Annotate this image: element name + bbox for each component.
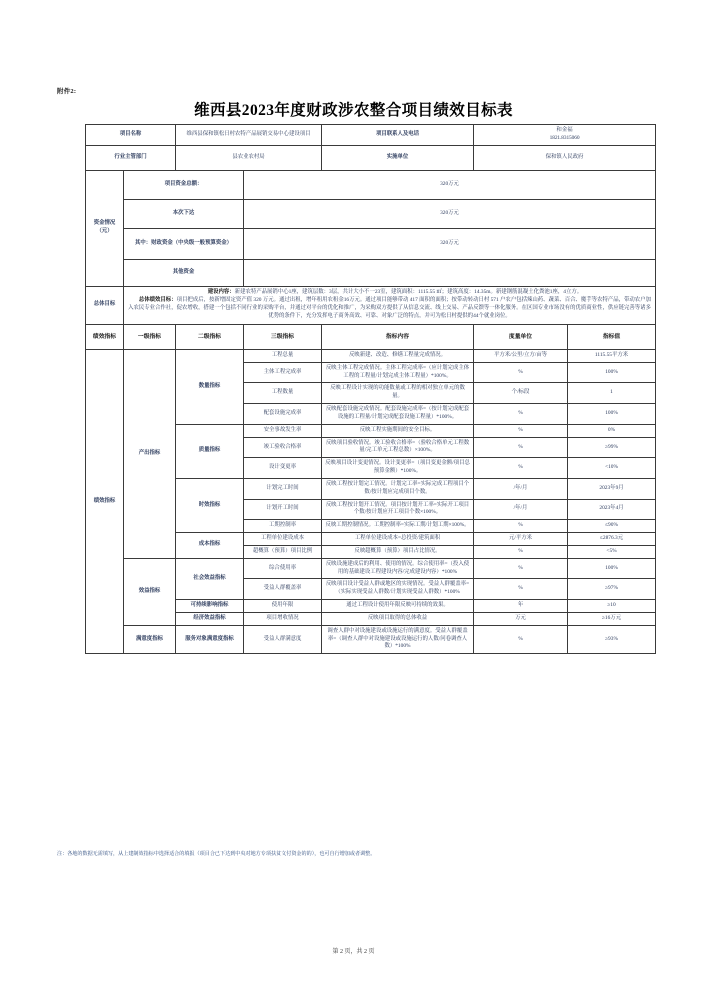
indicator-content: 反映配套设施完成情况。配套设施完成率=（按计划完成配套设施的工程量/计划完成配套设施工程量）*100%。 [322,404,474,425]
project-name-label: 项目名称 [86,125,176,146]
indicator-value: ≥93% [568,625,656,653]
indicator-unit: % [474,545,568,558]
indicator-tier3: 竣工验收合格率 [244,437,322,458]
indicator-row [86,349,656,362]
table-row-project-name [86,125,656,146]
project-name-value: 维西县保和镇松日村农特产品展销交易中心建设项目 [176,125,322,146]
table-row-overview [86,286,656,324]
indicator-content: 反映超概算（预算）项目占比情况。 [322,545,474,558]
indicator-content: 反映工程按计划完工情况。计划完工率=实际完成工程项目个数/按计划应完成项目个数。 [322,478,474,499]
indicator-content: 反映项目设计变更情况。设计变更率=（项目变更金额/项目总预算金额）*100%。 [322,458,474,479]
indicator-value: 100% [568,362,656,383]
funding-section-label: 资金情况（元） [86,170,124,286]
indicator-value: 2023年9月 [568,478,656,499]
indicator-unit: % [474,579,568,600]
indicator-tier3: 工程总量 [244,349,322,362]
table-row-funding-total [86,170,656,199]
indicator-tier3: 工程数量 [244,383,322,404]
indicator-level1-0: 产出指标 [124,349,176,558]
indicator-content: 反映工程设计实现的功能数量或工程的相对独立单元的数量。 [322,383,474,404]
indicator-unit: % [474,424,568,437]
indicator-content: 反映项目设计受益人群或地区的实现情况。受益人群覆盖率=（实际实现受益人群数/计划实现受益人群数）*100% [322,579,474,600]
funding-row-value-3 [244,259,656,286]
header-cell-3: 三级指标 [244,324,322,349]
indicator-unit: 个/标段 [474,383,568,404]
table-row-department [86,145,656,170]
contact-value [474,125,656,146]
indicator-content: 反映项目取得的总体收益 [322,612,474,625]
contact-phone: 1821.8315060 [549,134,580,141]
indicator-tier3: 工期控制率 [244,520,322,533]
funding-row-label-0: 项目资金总额： [124,170,244,199]
indicator-unit: /年/月 [474,478,568,499]
indicator-unit: /年/月 [474,499,568,520]
indicator-tier3: 配套设施完成率 [244,404,322,425]
indicator-value: ≥16万元 [568,612,656,625]
indicator-value: 100% [568,404,656,425]
indicator-value: 1 [568,383,656,404]
page-footer: 第 2 页，共 2 页 [332,949,375,955]
indicator-level2-0-2: 时效指标 [176,478,244,532]
page-title: 维西县2023年度财政涉农整合项目绩效目标表 [194,102,513,119]
header-cell-1: 一级指标 [124,324,176,349]
indicator-content: 反映工程按计划开工情况。项目按计划开工率=实际开工项目个数/按计划应开工项目个数×100%。 [322,499,474,520]
indicator-value: ≤90% [568,520,656,533]
table-row-funding-current [86,199,656,228]
indicator-value: <5% [568,545,656,558]
indicator-value: ≤2876.3元 [568,533,656,546]
header-cell-6: 指标值 [568,324,656,349]
funding-row-value-1: 320万元 [244,199,656,228]
indicator-level1-2: 满意度指标 [124,625,176,653]
indicator-level2-0-0: 数量指标 [176,349,244,424]
unit-label: 实施单位 [322,145,474,170]
indicator-unit: % [474,520,568,533]
indicator-unit: % [474,458,568,479]
indicator-level2-1-2: 经济效益指标 [176,612,244,625]
indicator-content: 通过工程设计使用年限反映可持续的效果。 [322,600,474,613]
funding-row-label-3: 其他资金 [124,259,244,286]
indicator-value: 0% [568,424,656,437]
indicator-tier3: 使用年限 [244,600,322,613]
indicator-value: ≥99% [568,437,656,458]
indicator-unit: % [474,437,568,458]
indicator-content: 反映项目验收情况。竣工验收合格率=（验收合格单元工程数量/完工单元工程总数）×100%。 [322,437,474,458]
indicator-value: ≥10 [568,600,656,613]
indicator-header-row [86,324,656,349]
dept-label: 行业主管部门 [86,145,176,170]
indicator-unit: % [474,404,568,425]
indicator-value: ≥97% [568,579,656,600]
attachment-label: 附件2: [57,88,77,95]
indicator-tier3: 超概算（预算）项目比例 [244,545,322,558]
indicator-tier3: 受益人群满意度 [244,625,322,653]
indicator-unit: 万元 [474,612,568,625]
funding-row-value-0: 320万元 [244,170,656,199]
indicator-content: 反映工程实施期间的安全目标。 [322,424,474,437]
indicator-content: 反映主体工程完成情况。主体工程完成率=（应计划完成主体工程的工程量/计划完成主体工程量）*100%。 [322,362,474,383]
performance-target-table [85,124,656,654]
overview-section-label: 总体目标 [86,286,124,324]
indicator-level2-1-1: 可持续影响指标 [176,600,244,613]
indicator-tier3: 计划开工时间 [244,499,322,520]
indicator-level2-0-1: 质量指标 [176,424,244,478]
indicator-tier3: 计划完工时间 [244,478,322,499]
indicator-level2-1-0: 社会效益指标 [176,558,244,599]
table-row-funding-fiscal [86,228,656,259]
indicator-tier3: 综合使用率 [244,558,322,579]
contact-name: 和金福 [556,127,573,133]
indicator-unit: % [474,625,568,653]
unit-value: 保和镇人民政府 [474,145,656,170]
footnote: 注：各地的数据无需填写，从上建制效指标中选择适合的填报（项目合已下达到中央对地方专项扶贫文付资金的的），也可自行增加或者调整。 [57,851,376,857]
indicator-tier3: 主体工程完成率 [244,362,322,383]
dept-value: 县农业农村局 [176,145,322,170]
indicator-unit: % [474,362,568,383]
indicator-tier3: 工程单位建设成本 [244,533,322,546]
header-cell-4: 指标内容 [322,324,474,349]
indicator-unit: % [474,558,568,579]
funding-row-label-1: 本次下达 [124,199,244,228]
overview-content [124,286,656,324]
indicator-level2-2-0: 服务对象满意度指标 [176,625,244,653]
contact-label: 项目联系人及电话 [322,125,474,146]
indicator-value: 2023年4月 [568,499,656,520]
indicator-tier3: 安全事故发生率 [244,424,322,437]
indicator-row [86,558,656,579]
indicator-row [86,625,656,653]
header-cell-5: 度量单位 [474,324,568,349]
funding-row-label-2: 其中：财政资金（中央级一般预算资金） [124,228,244,259]
indicator-tier3: 设计变更率 [244,458,322,479]
indicator-unit: 平方米/公里/立方/亩等 [474,349,568,362]
indicator-content: 反映设施建成后的利用、使用的情况。综合使用率=（投入使用的基础建设工程建设内容/完成建设内容）*100% [322,558,474,579]
indicator-content: 反映新建、改造、修缮工程量完成情况。 [322,349,474,362]
overview-goal-title: 总体绩效目标： [138,297,177,304]
indicator-value: <10% [568,458,656,479]
overview-construction-text: 新建农特产品展销中心1座，建筑层数：3层，共计大小不一23室，建筑面积：1115.55 ㎡；建筑高度：14.35m。新建钢筋混凝土化粪池1座，4立方。 [234,288,583,295]
overview-goal [127,297,652,320]
overview-construction-title: 建设内容： [207,288,235,295]
funding-row-value-2: 320万元 [244,228,656,259]
overview-goal-text: 项目把成后，按新增固定资产值 320 万元。通过出租，增年租用农租金16万元。通过项目能够带动 417 面积的面积；按带动转动日村 571 户农户包括辣山药、蔬菜、百合、魔芋等农特产品，带动农户加入农民专业合作社，促农增收，搭建一个包括不同行业的采购平台，并通过对平台的优化和推广，为采购双方提供了从信息交流、线上交易、产品反馈等一体化服务。在区国专业市场没有的优质商业性，供应链完善等诸多优势的条件下，充分发挥电子商务高效、可靠、对象广泛的特点，并可为松日村提供的44个就业岗位。 [128,297,651,320]
indicator-unit: 元/平方米 [474,533,568,546]
indicator-level1-1: 效益指标 [124,558,176,625]
indicator-value: 1115.55平方米 [568,349,656,362]
indicator-root-label: 绩效指标 [86,349,124,653]
header-cell-2: 二级指标 [176,324,244,349]
indicator-tier3: 项目增收情况 [244,612,322,625]
indicator-value: 100% [568,558,656,579]
indicator-unit: 年 [474,600,568,613]
indicator-level2-0-3: 成本指标 [176,533,244,559]
indicator-content: 调查人群中对设施建设或设施运行的满意度。受益人群覆盖率=（调查人群中对设施建设或设施运行的人数/问卷调查人数）*100% [322,625,474,653]
indicator-content: 工程单位建设成本=总投资/建筑面积 [322,533,474,546]
overview-construction [127,289,652,297]
indicator-content: 反映工期控制情况。工期控制率=实际工期/计划工期×100%。 [322,520,474,533]
table-row-funding-other [86,259,656,286]
indicator-tier3: 受益人群覆盖率 [244,579,322,600]
header-cell-0: 绩效指标 [86,324,124,349]
